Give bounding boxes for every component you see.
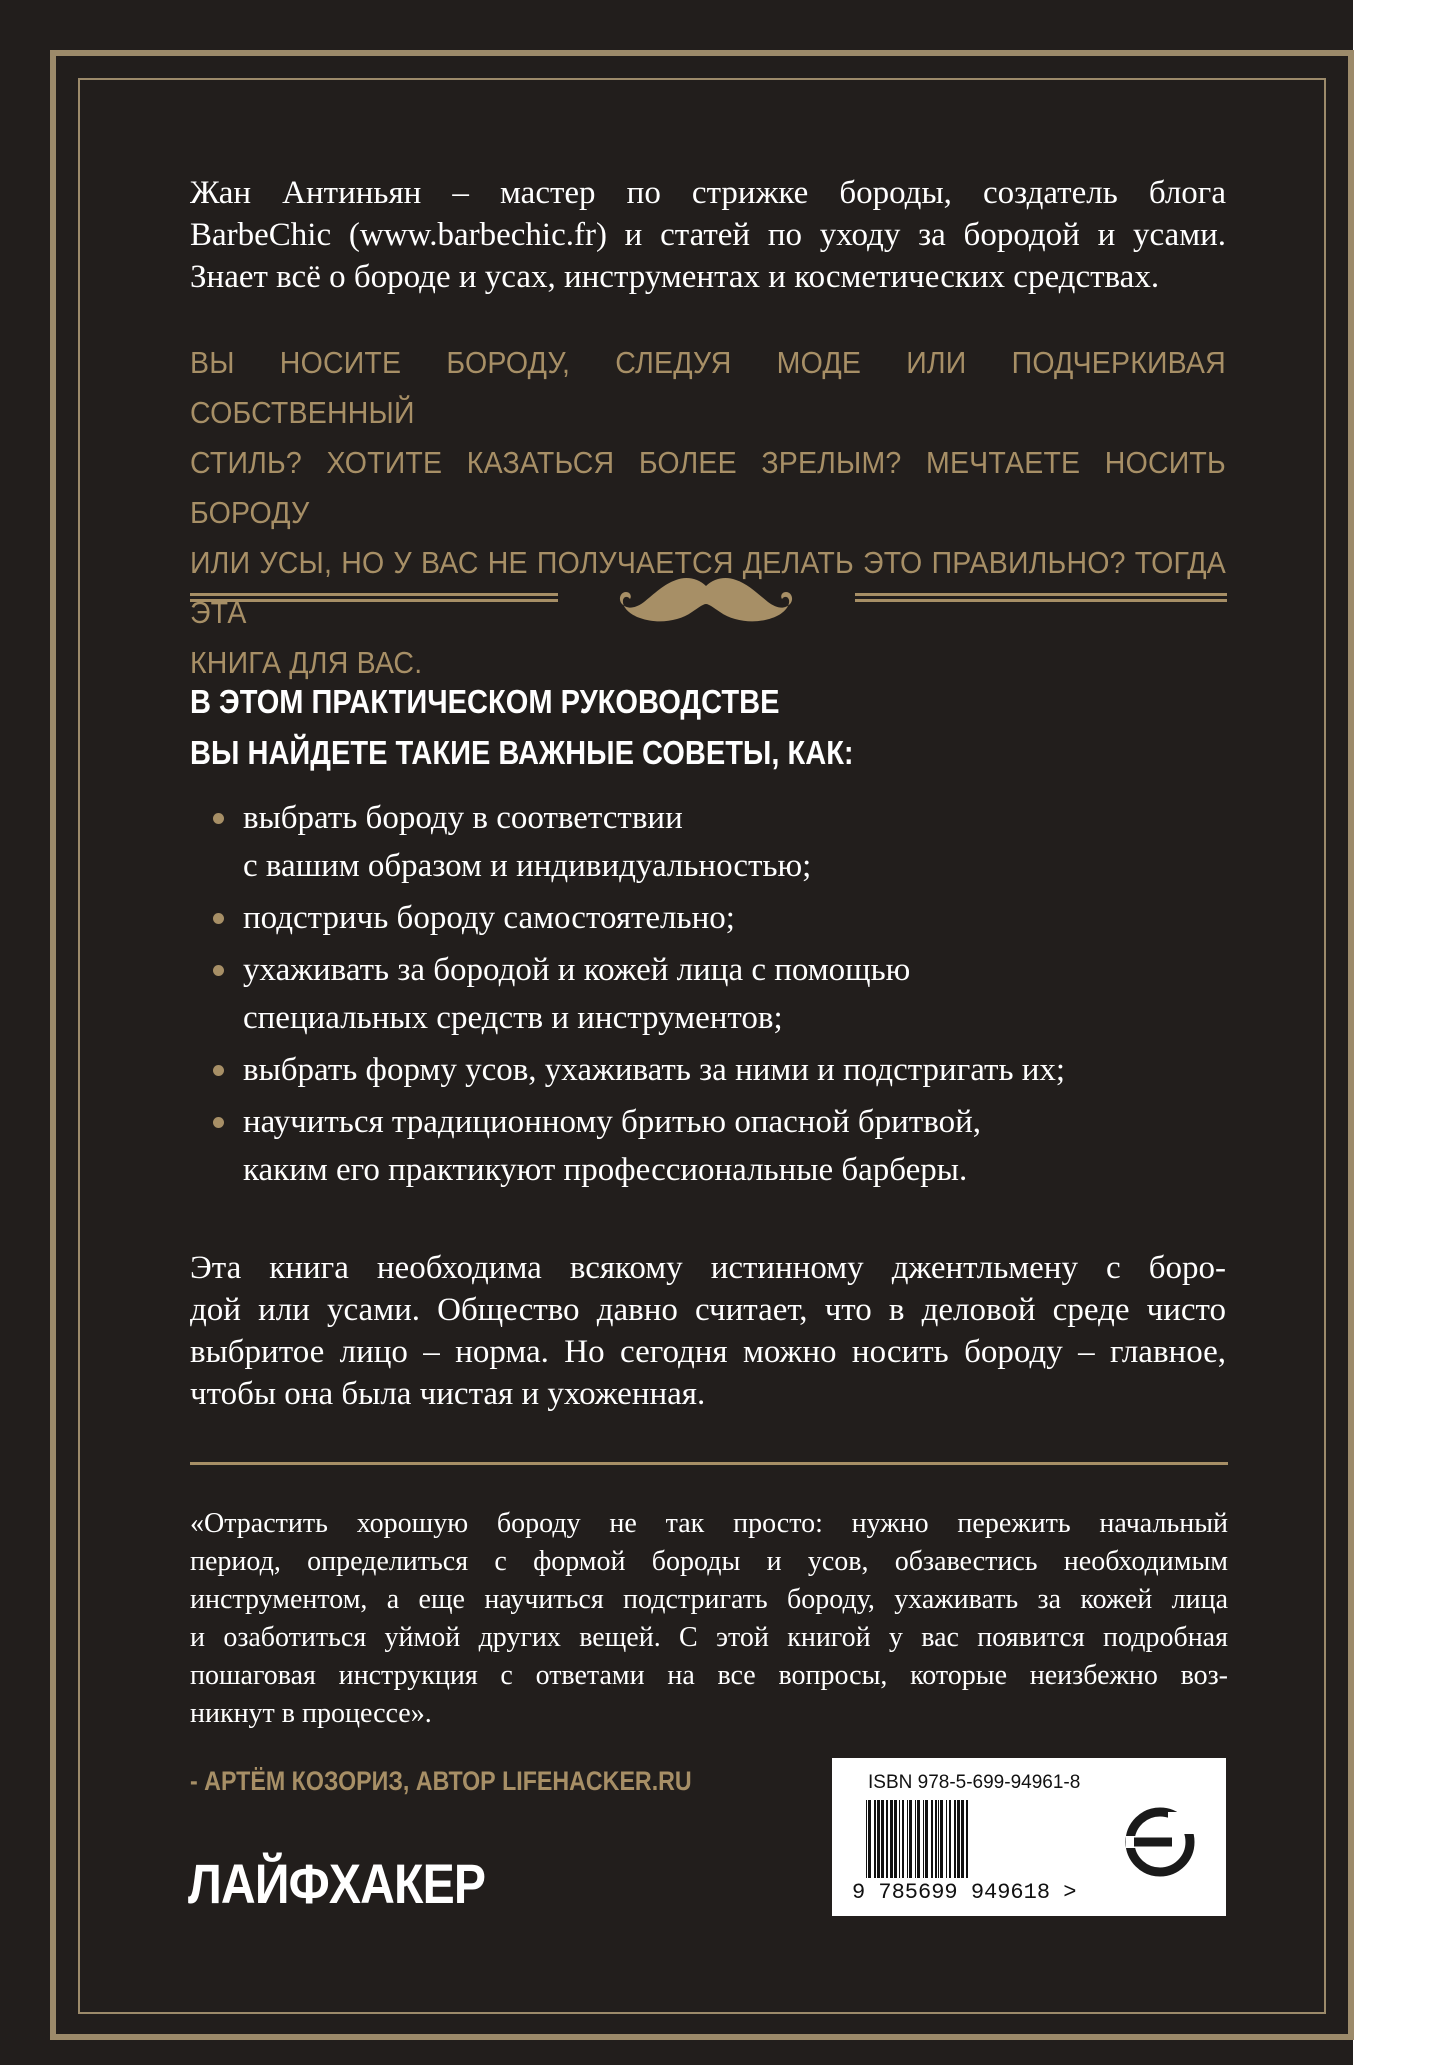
quote-line: период, определиться с формой бороды и усов, обзавестись необходимым <box>190 1546 1228 1577</box>
author-bio-line: Жан Антиньян – мастер по стрижке бороды, создатель блога <box>190 175 1226 211</box>
question-line: КНИГА ДЛЯ ВАС. <box>190 645 423 680</box>
bullet-icon <box>213 965 224 976</box>
quote-author: - АРТЁМ КОЗОРИЗ, АВТОР LIFEHACKER.RU <box>190 1766 692 1796</box>
body-line: Эта книга необходима всякому истинному джентльмену с боро- <box>190 1250 1226 1286</box>
barcode-bar <box>902 1800 904 1878</box>
barcode-icon <box>864 1800 1104 1878</box>
isbn-label: ISBN 978-5-699-94961-8 <box>868 1772 1081 1793</box>
list-item <box>210 1098 1230 1194</box>
author-bio <box>190 172 1226 298</box>
tip-line: выбрать бороду в соответствии <box>243 800 683 836</box>
barcode-bar <box>917 1800 920 1878</box>
barcode-bar <box>961 1800 964 1878</box>
bullet-icon <box>213 913 224 924</box>
barcode-bar <box>899 1800 900 1878</box>
barcode-bar <box>935 1800 937 1878</box>
bullet-icon <box>213 1117 224 1128</box>
bullet-icon <box>213 1065 224 1076</box>
question-line: СТИЛЬ? ХОТИТЕ КАЗАТЬСЯ БОЛЕЕ ЗРЕЛЫМ? МЕЧТАЕТЕ НОСИТЬ БОРОДУ <box>190 445 1226 530</box>
barcode-bar <box>946 1800 947 1878</box>
barcode-bar <box>907 1800 908 1878</box>
lifehacker-logo: ЛАЙФХАКЕР <box>188 1852 486 1915</box>
tip-line: выбрать форму усов, ухаживать за ними и подстригать их; <box>243 1052 1066 1088</box>
quote-line: и озаботиться уймой других вещей. С этой книгой у вас появится подробная <box>190 1622 1228 1653</box>
body-line: выбритое лицо – норма. Но сегодня можно носить бороду – главное, <box>190 1334 1226 1370</box>
quote-line: инструментом, а еще научиться подстригать бороду, ухаживать за кожей лица <box>190 1584 1228 1615</box>
barcode-bar <box>949 1800 951 1878</box>
barcode-bar <box>938 1800 939 1878</box>
question-block <box>190 338 1226 688</box>
divider-rule-right <box>855 593 1227 602</box>
barcode-bar <box>877 1800 880 1878</box>
barcode-bar <box>894 1800 897 1878</box>
bullet-icon <box>213 813 224 824</box>
quote-line: никнут в процессе». <box>190 1698 432 1729</box>
tip-line: каким его практикуют профессиональные барберы. <box>243 1152 968 1188</box>
barcode-bar <box>866 1800 867 1878</box>
barcode-bar <box>925 1800 928 1878</box>
guide-heading <box>190 676 982 778</box>
barcode-bar <box>915 1800 916 1878</box>
question-line: ИЛИ УСЫ, НО У ВАС НЕ ПОЛУЧАЕТСЯ ДЕЛАТЬ ЭТО ПРАВИЛЬНО? ТОГДА ЭТА <box>190 545 1226 630</box>
tip-line: с вашим образом и индивидуальностью; <box>243 848 812 884</box>
mustache-icon <box>606 572 806 632</box>
author-bio-line: Знает всё о бороде и усах, инструментах и косметических средствах. <box>190 259 1160 295</box>
barcode-bar <box>909 1800 912 1878</box>
barcode-digits: 9 785699 949618 > <box>852 1880 1077 1905</box>
barcode-bar <box>886 1800 888 1878</box>
body-line: чтобы она была чистая и ухоженная. <box>190 1376 706 1412</box>
quote-line: «Отрастить хорошую бороду не так просто: нужно пережить начальный <box>190 1508 1228 1539</box>
barcode-panel <box>832 1758 1226 1916</box>
barcode-bar <box>923 1800 924 1878</box>
barcode-bar <box>890 1800 893 1878</box>
barcode-bar <box>881 1800 884 1878</box>
barcode-bar <box>954 1800 956 1878</box>
barcode-bar <box>931 1800 933 1878</box>
list-item <box>210 794 1230 890</box>
body-line: дой или усами. Общество давно считает, что в деловой среде чисто <box>190 1292 1226 1328</box>
eksmo-logo-icon <box>1120 1802 1200 1882</box>
guide-heading-line: В ЭТОМ ПРАКТИЧЕСКОМ РУКОВОДСТВЕ <box>190 683 780 720</box>
barcode-bar <box>966 1800 968 1878</box>
testimonial-quote <box>190 1505 1228 1733</box>
list-item <box>210 894 1230 942</box>
guide-heading-line: ВЫ НАЙДЕТЕ ТАКИЕ ВАЖНЫЕ СОВЕТЫ, КАК: <box>190 734 854 771</box>
tip-line: подстричь бороду самостоятельно; <box>243 900 735 936</box>
divider-rule-left <box>190 593 558 602</box>
tip-line: научиться традиционному бритью опасной бритвой, <box>243 1104 981 1140</box>
tip-line: специальных средств и инструментов; <box>243 1000 783 1036</box>
barcode-bar <box>957 1800 960 1878</box>
list-item <box>210 946 1230 1042</box>
list-item <box>210 1046 1230 1094</box>
question-line: ВЫ НОСИТЕ БОРОДУ, СЛЕДУЯ МОДЕ ИЛИ ПОДЧЕРКИВАЯ СОБСТВЕННЫЙ <box>190 345 1226 430</box>
quote-line: пошаговая инструкция с ответами на все вопросы, которые неизбежно воз- <box>190 1660 1228 1691</box>
author-bio-line: BarbeChic (www.barbechic.fr) и статей по уходу за бородой и усами. <box>190 217 1226 253</box>
tips-list <box>210 794 1230 1198</box>
tip-line: ухаживать за бородой и кожей лица с помощью <box>243 952 911 988</box>
barcode-bar <box>940 1800 943 1878</box>
quote-divider <box>190 1462 1228 1465</box>
barcode-bar <box>874 1800 876 1878</box>
body-paragraph <box>190 1247 1226 1415</box>
barcode-bar <box>868 1800 871 1878</box>
